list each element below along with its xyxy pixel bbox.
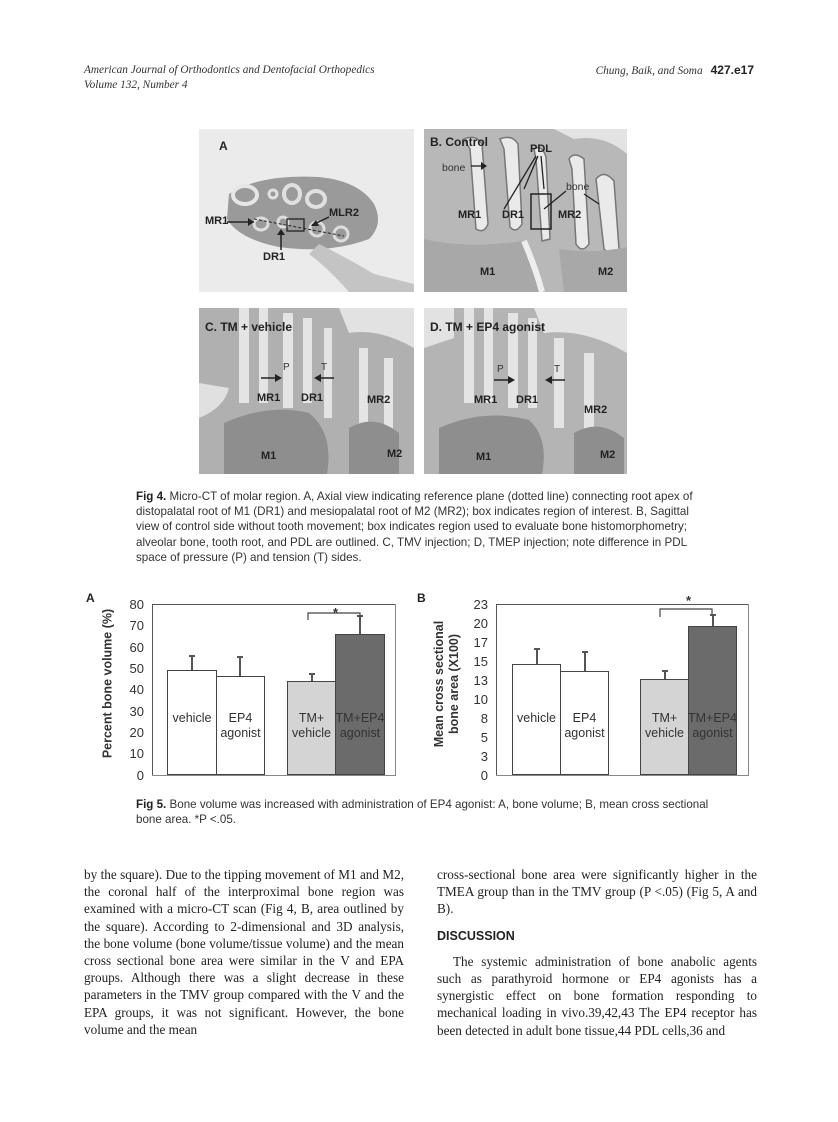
y-tick-label: 3 [480,749,488,764]
bar-tm-ep4-agonist [688,626,737,775]
annotation-dr1: DR1 [263,251,286,263]
y-tick-label: 10 [129,746,144,761]
annotation-mr1: MR1 [257,392,281,404]
annotation-mr1: MR1 [474,394,498,406]
chart-b-x-axis [496,775,749,776]
y-tick-label: 70 [129,618,144,633]
chart-b-y-axis [496,604,497,775]
y-tick-label: 40 [129,682,144,697]
annotation-mr1: MR1 [205,215,229,227]
error-bar [191,655,193,671]
y-tick-label: 23 [473,597,488,612]
annotation-m2: M2 [598,266,614,278]
figure-4-panel-d [424,308,627,474]
error-bar [239,656,241,677]
chart-a-panel-label: A [86,591,95,605]
chart-a-x-axis [152,775,396,776]
panel-label-a: A [219,139,228,153]
journal-title: American Journal of Orthodontics and Dentofacial Orthopedics [84,64,375,76]
panel-label-c: C. TM + vehicle [205,320,293,334]
y-tick-label: 20 [129,725,144,740]
bar-tm-ep4-agonist [335,634,385,775]
annotation-dr1: DR1 [301,392,324,404]
error-bar [584,651,586,671]
running-header-authors [596,63,754,77]
body-right-column [437,866,757,1039]
annotation-tension: T [321,362,328,373]
bar-label-vehicle: vehicle [172,711,212,725]
bar-label-tm-ep4-agonist: TM+EP4 agonist [335,711,385,740]
y-tick-label: 5 [480,730,488,745]
annotation-pressure: P [497,364,504,375]
y-tick-label: 0 [136,768,144,783]
bar-label-tm-ep4-agonist: TM+EP4 agonist [688,711,737,740]
annotation-dr1: DR1 [502,209,525,221]
figure-5-caption [136,797,716,827]
figure-5-caption-text: Bone volume was increased with administration of EP4 agonist: A, bone volume; B, mean cross sectional bone area. *P <.05. [136,798,709,827]
error-bar-cap [189,655,195,657]
y-tick-label: 20 [473,616,488,631]
bar-label-ep4-agonist: EP4 agonist [564,711,605,740]
body-paragraph: by the square). Due to the tipping movement of M1 and M2, the coronal half of the interproximal bone region was examined with a micro-CT scan (Fig 4, B, area outlined by the square). According to 2-dimensional and 3D analysis, the bone volume (bone volume/tissue volume) and the mean cross sectional bone area were similar in the V and EPA groups. Although there was a slight decrease in these parameters in the TMV group compared with the V and the EPA groups, it was not significant. However, the bone volume and the mean [84,867,404,1037]
annotation-pressure: P [283,362,290,373]
annotation-mlr2: MLR2 [329,207,359,219]
y-tick-label: 60 [129,640,144,655]
y-tick-label: 13 [473,673,488,688]
significance-asterisk: * [686,593,692,608]
chart-b-panel-label: B [417,591,426,605]
chart-b-right-axis [748,604,749,775]
authors: Chung, Baik, and Soma [595,65,703,77]
y-tick-label: 0 [480,768,488,783]
error-bar-cap [237,656,243,658]
page-number: 427.e17 [710,63,754,77]
annotation-dr1: DR1 [516,394,539,406]
annotation-pdl: PDL [530,143,552,155]
bar-label-tm-vehicle: TM+ vehicle [292,711,331,740]
annotation-m2: M2 [387,448,403,460]
annotation-m1: M1 [476,451,492,463]
error-bar-cap [534,648,540,650]
body-left-column [84,866,404,1038]
bar-label-vehicle: vehicle [517,711,556,725]
annotation-mr2: MR2 [584,404,608,416]
panel-label-d: D. TM + EP4 agonist [430,320,546,334]
body-paragraph: The systemic administration of bone anabolic agents such as parathyroid hormone or EP4 agonists has a synergistic effect on bone formation responding to mechanical loading in vivo.39,42,43 The EP4 receptor has been detected in adult bone tissue,44 PDL cells,36 and [437,953,757,1038]
y-tick-label: 50 [129,661,144,676]
error-bar-cap [662,670,668,672]
annotation-mr2: MR2 [558,209,582,221]
figure-4-panel-a [199,129,414,292]
annotation-m2: M2 [600,449,616,461]
sagittal-control-image [424,129,627,292]
body-paragraph: cross-sectional bone area were significantly higher in the TMEA group than in the TMV group (P <.05) (Fig 5, A and B). [437,867,757,917]
annotation-mr2: MR2 [367,394,391,406]
axial-ct-image [199,129,414,292]
figure-4-panel-b [424,129,627,292]
bar-label-tm-vehicle: TM+ vehicle [645,711,684,740]
error-bar-cap [309,673,315,675]
y-tick-label: 80 [129,597,144,612]
figure-4-panel-c [199,308,414,474]
bar-label-ep4-agonist: EP4 agonist [220,711,261,740]
error-bar-cap [582,651,588,653]
significance-asterisk: * [333,605,339,620]
y-tick-label: 8 [480,711,488,726]
figure-4-caption [136,489,706,565]
running-header-journal [84,63,375,93]
panel-label-b: B. Control [430,135,488,149]
journal-volume: Volume 132, Number 4 [84,79,188,91]
y-tick-label: 17 [473,635,488,650]
chart-a-y-axis-title: Percent bone volume (%) [100,608,115,759]
figure-5-caption-label: Fig 5. [136,798,167,811]
annotation-m1: M1 [480,266,496,278]
y-tick-label: 30 [129,704,144,719]
y-tick-label: 10 [473,692,488,707]
annotation-tension: T [554,364,561,375]
y-tick-label: 15 [473,654,488,669]
chart-b-y-axis-title: Mean cross sectional bone area (X100) [432,620,461,748]
figure-4-caption-label: Fig 4. [136,490,167,503]
chart-a-y-axis [152,604,153,775]
annotation-bone-left: bone [442,162,466,174]
chart-a-right-axis [395,604,396,775]
figure-4-caption-text: Micro-CT of molar region. A, Axial view indicating reference plane (dotted line) connecting root apex of distopalatal root of M1 (DR1) and mesiopalatal root of M2 (MR2); box indicates region of interest. B, Sagittal view of control side without tooth movement; box indicates region used to evaluate bone histomorphometry; alveolar bone, tooth root, and PDL are outlined. C, TMV injection; D, TMEP injection; note difference in PDL space of pressure (P) and tension (T) sides. [136,490,693,564]
section-heading-discussion: DISCUSSION [437,928,515,943]
annotation-m1: M1 [261,450,277,462]
error-bar [536,648,538,665]
annotation-bone-right: bone [566,181,590,193]
annotation-mr1: MR1 [458,209,482,221]
